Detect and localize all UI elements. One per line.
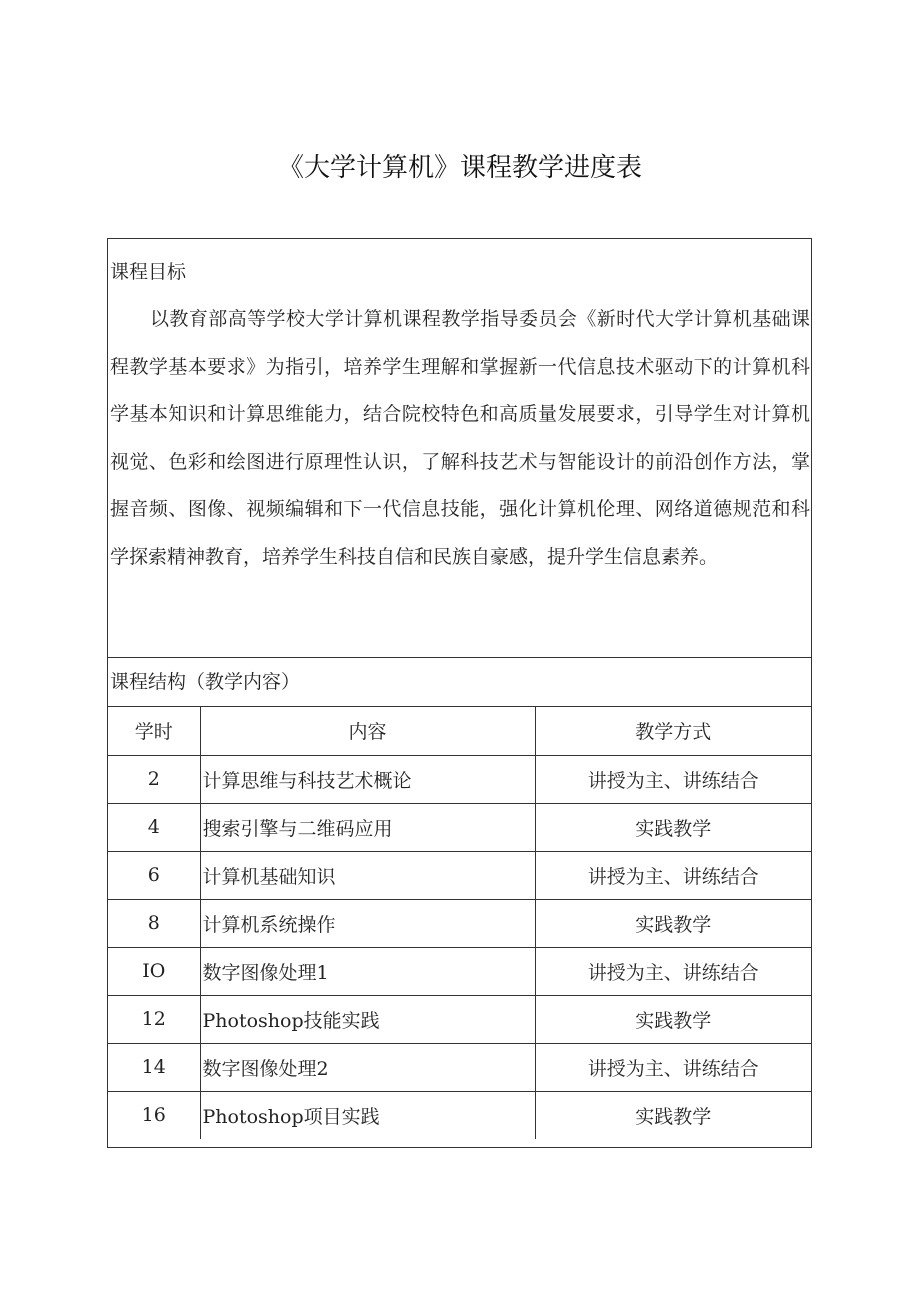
content-cell: 计算机基础知识 [200, 851, 535, 899]
method-cell: 实践教学 [535, 803, 811, 851]
table-row [108, 851, 811, 899]
schedule-table [108, 707, 811, 1139]
content-cell: Photoshop技能实践 [200, 995, 535, 1043]
content-cell: 数字图像处理1 [200, 947, 535, 995]
table-row [108, 947, 811, 995]
column-header-hours: 学时 [108, 707, 200, 755]
hours-cell: 14 [108, 1043, 200, 1091]
course-goal-heading: 课程目标 [110, 261, 187, 283]
method-cell: 讲授为主、讲练结合 [535, 851, 811, 899]
column-header-content: 内容 [200, 707, 535, 755]
table-row [108, 803, 811, 851]
method-cell: 讲授为主、讲练结合 [535, 947, 811, 995]
hours-cell: 12 [108, 995, 200, 1043]
method-cell: 讲授为主、讲练结合 [535, 1043, 811, 1091]
hours-cell: 6 [108, 851, 200, 899]
hours-cell: 16 [108, 1091, 200, 1139]
table-row [108, 995, 811, 1043]
course-goal-text: 以教育部高等学校大学计算机课程教学指导委员会《新时代大学计算机基础课程教学基本要求》为指引，培养学生理解和掌握新一代信息技术驱动下的计算机科学基本知识和计算思维能力，结合院校特色和高质量发展要求，引导学生对计算机视觉、色彩和绘图进行原理性认识，了解科技艺术与智能设计的前沿创作方法，掌握音频、图像、视频编辑和下一代信息技能，强化计算机伦理、网络道德规范和科学探索精神教育，培养学生科技自信和民族自豪感，提升学生信息素养。 [110, 308, 810, 568]
hours-cell: IO [108, 947, 200, 995]
course-structure-section [108, 658, 811, 707]
content-cell: Photoshop项目实践 [200, 1091, 535, 1139]
hours-cell: 2 [108, 755, 200, 803]
table-row [108, 755, 811, 803]
method-cell: 实践教学 [535, 995, 811, 1043]
course-structure-heading: 课程结构（教学内容） [110, 671, 301, 693]
table-header-row [108, 707, 811, 755]
hours-cell: 4 [108, 803, 200, 851]
schedule-form [107, 238, 812, 1148]
content-cell: 搜索引擎与二维码应用 [200, 803, 535, 851]
table-row [108, 1043, 811, 1091]
method-cell: 实践教学 [635, 1105, 712, 1128]
method-cell: 讲授为主、讲练结合 [535, 755, 811, 803]
content-cell: 计算思维与科技艺术概论 [200, 755, 535, 803]
column-header-method: 教学方式 [535, 707, 811, 755]
method-cell: 实践教学 [535, 899, 811, 947]
course-goal-section [108, 239, 811, 658]
content-cell: 数字图像处理2 [200, 1043, 535, 1091]
page-title: 《大学计算机》课程教学进度表 [277, 153, 642, 183]
table-row [108, 899, 811, 947]
hours-cell: 8 [108, 899, 200, 947]
table-row [108, 1091, 811, 1139]
content-cell: 计算机系统操作 [200, 899, 535, 947]
